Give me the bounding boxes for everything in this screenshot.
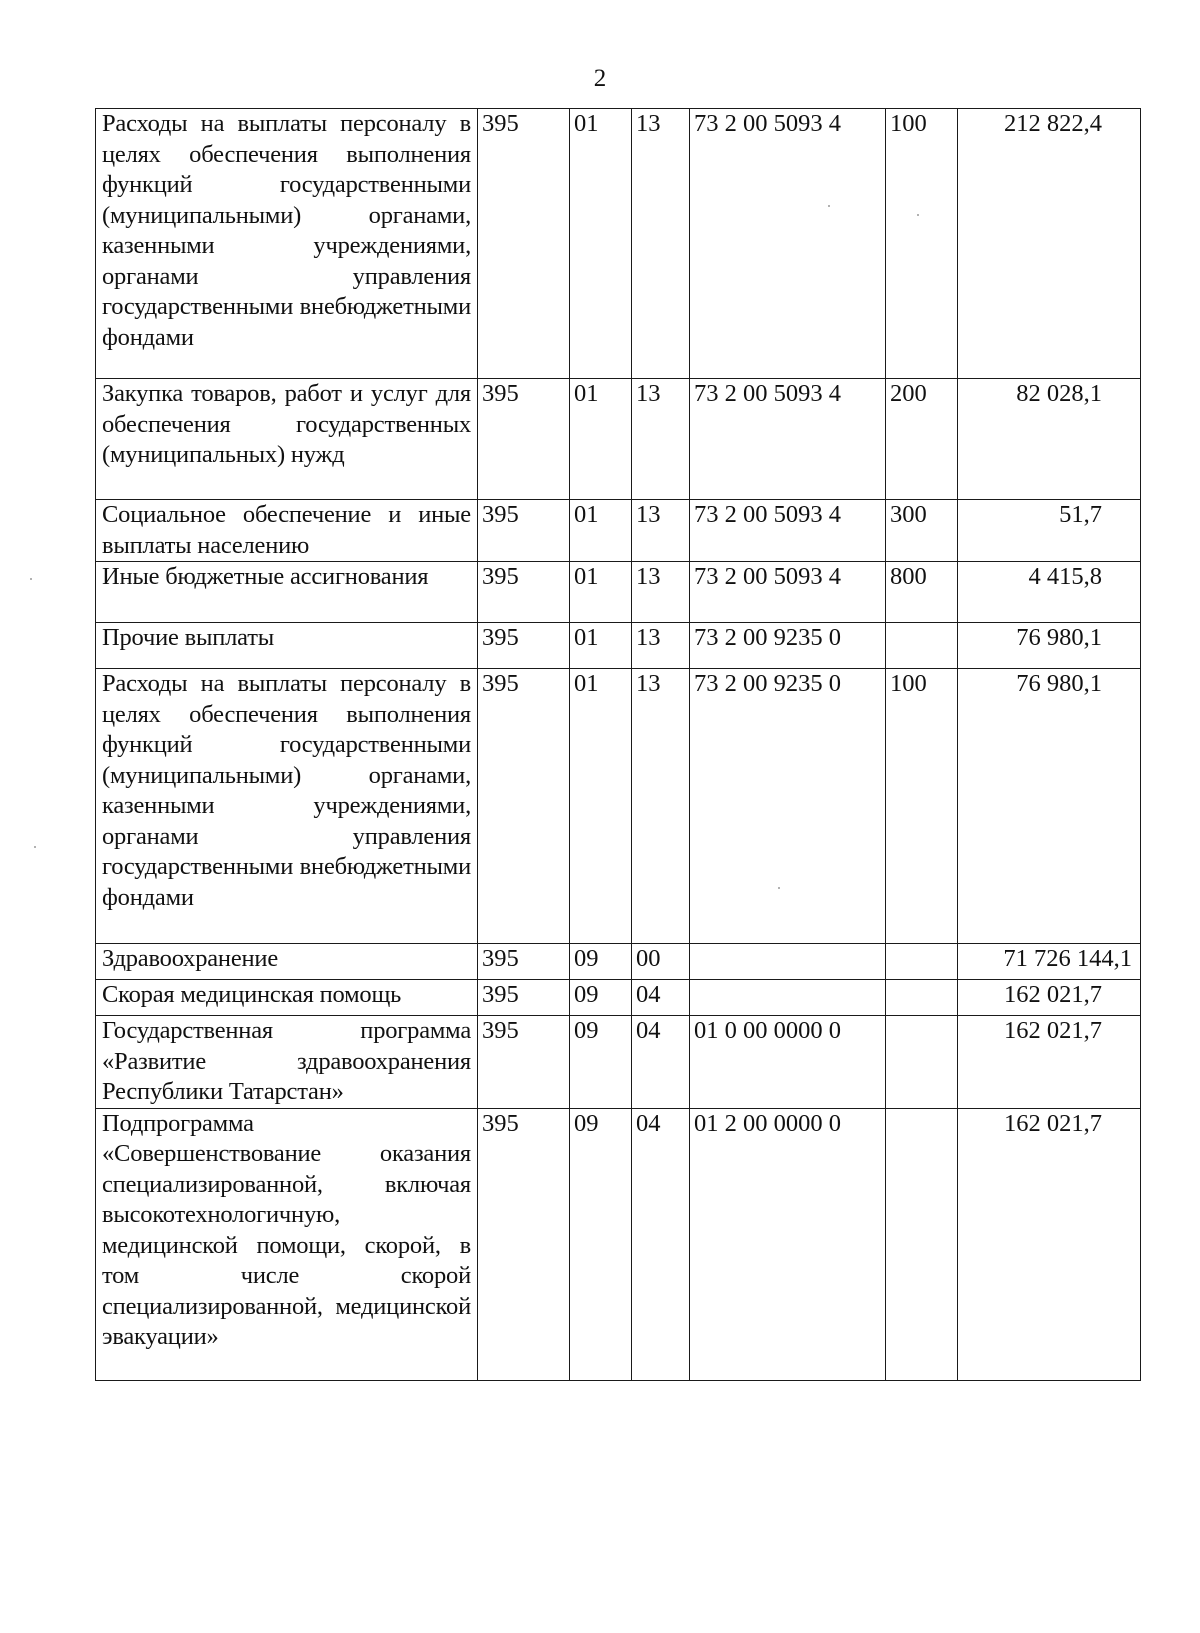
expense-type-cell xyxy=(886,1108,958,1380)
scan-speck xyxy=(828,205,830,207)
target-article-cell: 73 2 00 9235 0 xyxy=(690,623,886,669)
section-code-cell: 01 xyxy=(570,379,632,500)
amount-cell: 76 980,1 xyxy=(958,623,1141,669)
section-code-cell: 01 xyxy=(570,109,632,379)
ministry-code-cell: 395 xyxy=(478,1016,570,1109)
expense-type-cell: 100 xyxy=(886,109,958,379)
section-code-cell: 09 xyxy=(570,944,632,980)
target-article-cell: 73 2 00 5093 4 xyxy=(690,379,886,500)
subsection-code-cell: 13 xyxy=(632,109,690,379)
subsection-code-cell: 13 xyxy=(632,669,690,944)
budget-table xyxy=(95,108,1141,1381)
scan-speck xyxy=(917,214,919,216)
subsection-code-cell: 13 xyxy=(632,379,690,500)
subsection-code-cell: 13 xyxy=(632,623,690,669)
section-code-cell: 09 xyxy=(570,1108,632,1380)
subsection-code-cell: 00 xyxy=(632,944,690,980)
table-row xyxy=(96,1108,1141,1380)
expense-type-cell: 100 xyxy=(886,669,958,944)
scan-speck xyxy=(778,887,780,889)
target-article-cell: 73 2 00 5093 4 xyxy=(690,562,886,623)
table-row xyxy=(96,109,1141,379)
target-article-cell: 73 2 00 9235 0 xyxy=(690,669,886,944)
expense-name-cell: Социальное обеспечение и иные выплаты населению xyxy=(96,500,478,562)
subsection-code-cell: 04 xyxy=(632,1016,690,1109)
table-row xyxy=(96,669,1141,944)
expense-name-cell: Иные бюджетные ассигнования xyxy=(96,562,478,623)
ministry-code-cell: 395 xyxy=(478,1108,570,1380)
expense-name-cell: Расходы на выплаты персоналу в целях обеспечения выполнения функций государственными (муниципальными) органами, казенными учреждениями, органами управления государственными внебюджетными фондами xyxy=(96,669,478,944)
expense-type-cell: 800 xyxy=(886,562,958,623)
ministry-code-cell: 395 xyxy=(478,109,570,379)
expense-type-cell xyxy=(886,980,958,1016)
expense-name-cell: Расходы на выплаты персоналу в целях обеспечения выполнения функций государственными (муниципальными) органами, казенными учреждениями, органами управления государственными внебюджетными фондами xyxy=(96,109,478,379)
expense-type-cell xyxy=(886,944,958,980)
expense-name-cell: Государственная программа «Развитие здравоохранения Республики Татарстан» xyxy=(96,1016,478,1109)
expense-type-cell: 300 xyxy=(886,500,958,562)
table-row xyxy=(96,980,1141,1016)
amount-cell: 162 021,7 xyxy=(958,1016,1141,1109)
expense-name-cell: Закупка товаров, работ и услуг для обеспечения государственных (муниципальных) нужд xyxy=(96,379,478,500)
subsection-code-cell: 13 xyxy=(632,500,690,562)
subsection-code-cell: 13 xyxy=(632,562,690,623)
page-number: 2 xyxy=(593,65,607,92)
subsection-code-cell: 04 xyxy=(632,980,690,1016)
section-code-cell: 09 xyxy=(570,1016,632,1109)
table-row xyxy=(96,562,1141,623)
expense-name-cell: Здравоохранение xyxy=(96,944,478,980)
table-row xyxy=(96,623,1141,669)
amount-cell: 76 980,1 xyxy=(958,669,1141,944)
amount-cell: 4 415,8 xyxy=(958,562,1141,623)
target-article-cell: 01 2 00 0000 0 xyxy=(690,1108,886,1380)
amount-cell: 162 021,7 xyxy=(958,1108,1141,1380)
target-article-cell: 73 2 00 5093 4 xyxy=(690,500,886,562)
target-article-cell: 01 0 00 0000 0 xyxy=(690,1016,886,1109)
amount-cell: 71 726 144,1 xyxy=(958,944,1141,980)
expense-type-cell xyxy=(886,1016,958,1109)
expense-type-cell: 200 xyxy=(886,379,958,500)
section-code-cell: 01 xyxy=(570,623,632,669)
target-article-cell: 73 2 00 5093 4 xyxy=(690,109,886,379)
amount-cell: 212 822,4 xyxy=(958,109,1141,379)
section-code-cell: 09 xyxy=(570,980,632,1016)
ministry-code-cell: 395 xyxy=(478,379,570,500)
ministry-code-cell: 395 xyxy=(478,944,570,980)
target-article-cell xyxy=(690,944,886,980)
section-code-cell: 01 xyxy=(570,669,632,944)
scan-speck xyxy=(34,846,36,848)
scan-speck xyxy=(30,578,32,580)
expense-name-cell: Скорая медицинская помощь xyxy=(96,980,478,1016)
subsection-code-cell: 04 xyxy=(632,1108,690,1380)
table-row xyxy=(96,500,1141,562)
section-code-cell: 01 xyxy=(570,500,632,562)
expense-type-cell xyxy=(886,623,958,669)
ministry-code-cell: 395 xyxy=(478,669,570,944)
target-article-cell xyxy=(690,980,886,1016)
amount-cell: 51,7 xyxy=(958,500,1141,562)
amount-cell: 82 028,1 xyxy=(958,379,1141,500)
table-row xyxy=(96,379,1141,500)
ministry-code-cell: 395 xyxy=(478,623,570,669)
ministry-code-cell: 395 xyxy=(478,562,570,623)
ministry-code-cell: 395 xyxy=(478,980,570,1016)
table-row xyxy=(96,944,1141,980)
section-code-cell: 01 xyxy=(570,562,632,623)
ministry-code-cell: 395 xyxy=(478,500,570,562)
table-row xyxy=(96,1016,1141,1109)
amount-cell: 162 021,7 xyxy=(958,980,1141,1016)
expense-name-cell: Подпрограмма «Совершенствование оказания специализированной, включая высокотехнологичную, медицинской помощи, скорой, в том числе скорой специализированной, медицинской эвакуации» xyxy=(96,1108,478,1380)
expense-name-cell: Прочие выплаты xyxy=(96,623,478,669)
